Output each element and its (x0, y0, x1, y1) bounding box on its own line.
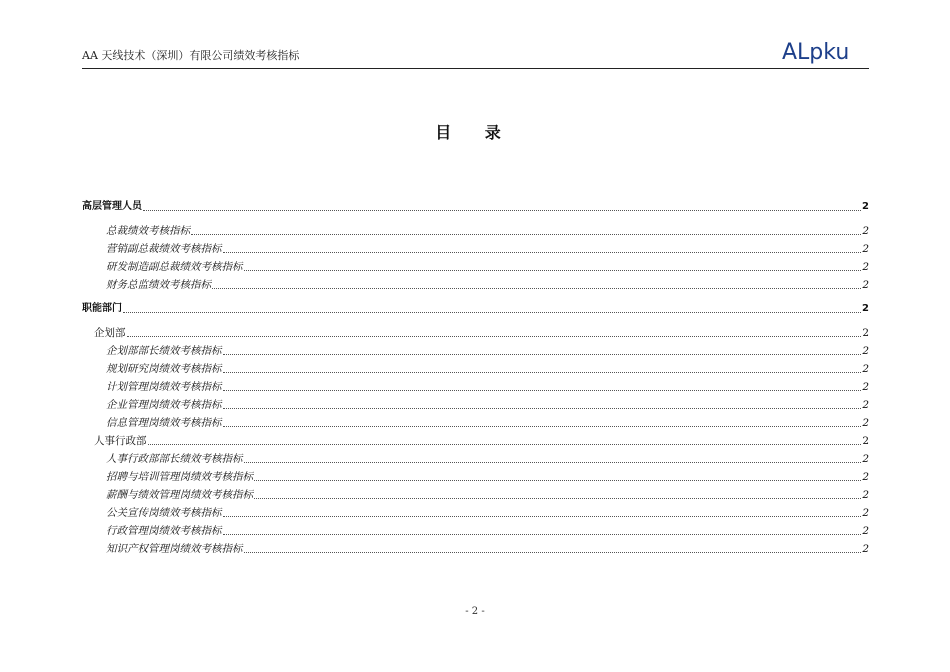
toc-entry-page: 2 (862, 435, 869, 447)
toc-leader-dots (123, 311, 861, 313)
toc-entry-label: 高层管理人员 (82, 201, 142, 212)
toc-leader-dots (143, 209, 861, 211)
toc-entry-label: 信息管理岗绩效考核指标 (106, 417, 222, 429)
toc-entry[interactable] (82, 522, 869, 540)
toc-entry[interactable] (82, 486, 869, 504)
toc-entry-label: 知识产权管理岗绩效考核指标 (106, 543, 243, 555)
toc-leader-dots (148, 443, 862, 445)
toc-entry[interactable] (82, 540, 869, 558)
toc-entry-page: 2 (862, 243, 869, 255)
toc-entry-page: 2 (862, 279, 869, 291)
toc-leader-dots (223, 515, 862, 517)
toc-entry-page: 2 (862, 399, 869, 411)
toc-entry[interactable] (82, 342, 869, 360)
toc-entry[interactable] (82, 468, 869, 486)
toc-entry-page: 2 (862, 201, 869, 212)
toc-entry-page: 2 (862, 363, 869, 375)
toc-leader-dots (254, 497, 861, 499)
toc-entry-label: 企划部部长绩效考核指标 (106, 345, 222, 357)
toc-entry[interactable] (82, 222, 869, 240)
page-number: - 2 - (465, 606, 485, 617)
toc-leader-dots (191, 233, 861, 235)
toc-entry-label: 招聘与培训管理岗绩效考核指标 (106, 471, 253, 483)
logo-text: ALpku (782, 40, 850, 65)
toc-entry[interactable] (82, 300, 869, 318)
toc-entry[interactable] (82, 324, 869, 342)
toc-entry-label: 营销副总裁绩效考核指标 (106, 243, 222, 255)
toc-entry-label: 规划研究岗绩效考核指标 (106, 363, 222, 375)
company-logo (782, 40, 849, 66)
toc-heading: 目 录 (435, 123, 515, 142)
toc-entry-label: 企业管理岗绩效考核指标 (106, 399, 222, 411)
toc-entry-label: 计划管理岗绩效考核指标 (106, 381, 222, 393)
header-title: AA 天线技术（深圳）有限公司绩效考核指标 (82, 49, 300, 62)
toc-leader-dots (223, 533, 862, 535)
toc-entry-page: 2 (862, 453, 869, 465)
toc-entry-page: 2 (862, 525, 869, 537)
toc-entry[interactable] (82, 378, 869, 396)
toc-leader-dots (223, 425, 862, 427)
toc-leader-dots (223, 353, 862, 355)
toc-entry-label: 行政管理岗绩效考核指标 (106, 525, 222, 537)
toc-entry[interactable] (82, 396, 869, 414)
toc-entry-page: 2 (862, 417, 869, 429)
toc-entry-label: 人事行政部部长绩效考核指标 (106, 453, 243, 465)
toc-entry-page: 2 (862, 345, 869, 357)
toc-leader-dots (244, 461, 862, 463)
toc-leader-dots (254, 479, 861, 481)
toc-leader-dots (244, 551, 862, 553)
toc-entry[interactable] (82, 360, 869, 378)
toc-entry-label: 人事行政部 (94, 435, 147, 447)
toc-leader-dots (223, 251, 862, 253)
toc-entry[interactable] (82, 432, 869, 450)
toc-entry[interactable] (82, 240, 869, 258)
toc-entry-label: 总裁绩效考核指标 (106, 225, 190, 237)
toc-entry-page: 2 (862, 507, 869, 519)
toc-entry-page: 2 (862, 327, 869, 339)
toc-entry-label: 职能部门 (82, 303, 122, 314)
toc-leader-dots (244, 269, 862, 271)
toc-entry-label: 财务总监绩效考核指标 (106, 279, 211, 291)
toc-entry[interactable] (82, 450, 869, 468)
toc-leader-dots (127, 335, 862, 337)
toc-entry-label: 薪酬与绩效管理岗绩效考核指标 (106, 489, 253, 501)
toc-entry-page: 2 (862, 303, 869, 314)
toc-entry-page: 2 (862, 471, 869, 483)
toc-entry-label: 公关宣传岗绩效考核指标 (106, 507, 222, 519)
header-divider (82, 68, 869, 69)
toc-leader-dots (223, 371, 862, 373)
toc-entry-page: 2 (862, 543, 869, 555)
toc-entry[interactable] (82, 504, 869, 522)
toc-entry[interactable] (82, 414, 869, 432)
toc-entry[interactable] (82, 276, 869, 294)
toc-leader-dots (212, 287, 861, 289)
toc-leader-dots (223, 407, 862, 409)
toc-entry-page: 2 (862, 261, 869, 273)
toc-entry-label: 研发制造副总裁绩效考核指标 (106, 261, 243, 273)
toc-leader-dots (223, 389, 862, 391)
toc-entry-page: 2 (862, 381, 869, 393)
toc-entry[interactable] (82, 258, 869, 276)
toc-entry-page: 2 (862, 225, 869, 237)
table-of-contents (82, 198, 869, 558)
toc-entry[interactable] (82, 198, 869, 216)
toc-entry-page: 2 (862, 489, 869, 501)
toc-entry-label: 企划部 (94, 327, 126, 339)
